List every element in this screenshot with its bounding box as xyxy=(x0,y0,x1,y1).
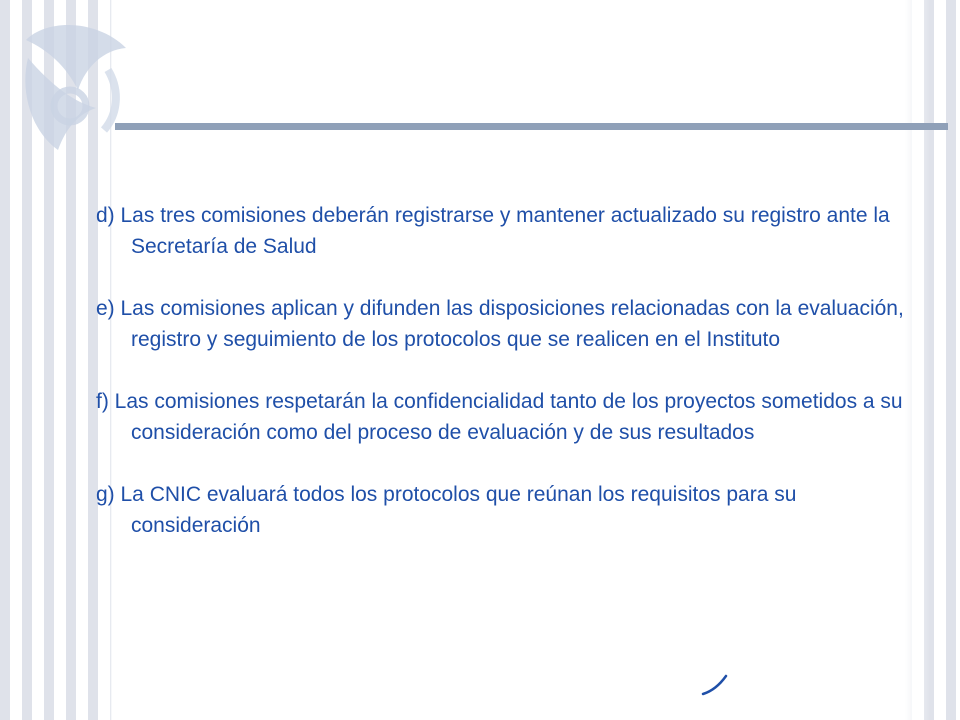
header-rule xyxy=(115,123,948,130)
list-item: e) Las comisiones aplican y difunden las disposiciones relacionadas con la evaluación, registro y seguimiento de los protocolos que se realicen en el Instituto xyxy=(96,297,904,351)
list-item: f) Las comisiones respetarán la confidencialidad tanto de los proyectos sometidos a su consideración como del proceso de evaluación y de sus resultados xyxy=(96,390,903,444)
list-item: g) La CNIC evaluará todos los protocolos que reúnan los requisitos para su consideración xyxy=(96,483,797,537)
list-item: d) Las tres comisiones deberán registrarse y mantener actualizado su registro ante la Secretaría de Salud xyxy=(96,204,890,258)
slide-body xyxy=(96,200,916,541)
watermark-logo xyxy=(8,10,138,160)
decorative-stroke xyxy=(700,672,730,698)
